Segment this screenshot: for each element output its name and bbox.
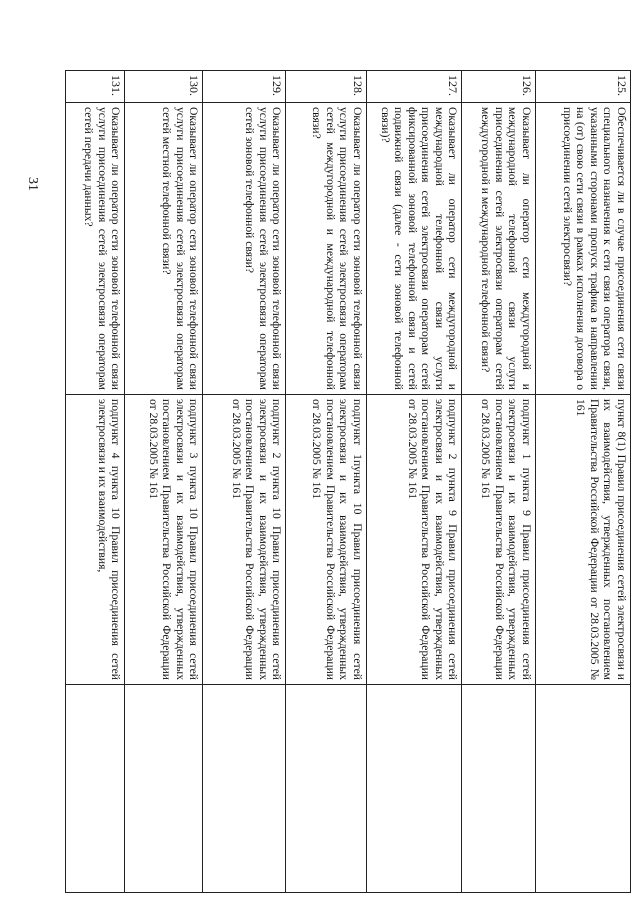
answer-cell [366, 685, 461, 893]
answer-cell [125, 685, 203, 893]
table-row [462, 71, 536, 893]
answer-cell [286, 685, 367, 893]
table-row [286, 71, 367, 893]
rotated-table-container [65, 70, 631, 892]
row-number: 130. [125, 71, 203, 103]
question-cell: Оказывает ли оператор сети междугородной и международной телефонной связи услуги присоединения сетей электросвязи операторам сетей фиксированной зоновой телефонной связи и сетей подвижной связи (далее - сети зоновой телефонной связи)? [366, 103, 461, 395]
legal-basis-cell: подпункт 2 пункта 10 Правил присоединения сетей электросвязи и их взаимодействия, утвержденных постановлением Правительства Российской Федерации от 28.03.2005 № 161 [203, 395, 286, 685]
table-row [203, 71, 286, 893]
legal-basis-cell: подпункт 3 пункта 10 Правил присоединения сетей электросвязи и их взаимодействия, утвержденных постановлением Правительства Российской Федерации от 28.03.2005 № 161 [125, 395, 203, 685]
question-cell: Оказывает ли оператор сети зоновой телефонной связи услуги присоединения сетей электросвязи операторам сетей междугородной и международной телефонной связи? [286, 103, 367, 395]
legal-basis-cell: подпункт 1пункта 10 Правил присоединения сетей электросвязи и их взаимодействия, утвержденных постановлением Правительства Российской Федерации от 28.03.2005 № 161 [286, 395, 367, 685]
question-cell: Оказывает ли оператор сети зоновой телефонной связи услуги присоединения сетей электросвязи операторам сетей передачи данных? [66, 103, 125, 395]
row-number: 126. [462, 71, 536, 103]
answer-cell [462, 685, 536, 893]
question-cell: Оказывает ли оператор сети зоновой телефонной связи услуги присоединения сетей электросвязи операторам сетей местной телефонной связи? [125, 103, 203, 395]
row-number: 127. [366, 71, 461, 103]
checklist-table [65, 70, 631, 893]
answer-cell [203, 685, 286, 893]
table-row [125, 71, 203, 893]
row-number: 128. [286, 71, 367, 103]
legal-basis-cell: подпункт 4 пункта 10 Правил присоединения сетей электросвязи и их взаимодействия, [66, 395, 125, 685]
row-number: 125. [535, 71, 630, 103]
table-row [366, 71, 461, 893]
answer-cell [535, 685, 630, 893]
answer-cell [66, 685, 125, 893]
legal-basis-cell: подпункт 2 пункта 9 Правил присоединения сетей электросвязи и их взаимодействия, утвержденных постановлением Правительства Российской Федерации от 28.03.2005 № 161 [366, 395, 461, 685]
checklist-table-body [66, 71, 631, 893]
question-cell: Оказывает ли оператор сети междугородной и международной телефонной связи услуги присоединения сетей электросвязи операторам сетей междугородной и международной телефонной связи? [462, 103, 536, 395]
legal-basis-cell: пункт 8(1) Правил присоединения сетей электросвязи и их взаимодействия, утвержденных постановлением Правительства Российской Федерации от 28.03.2005 № 161 [535, 395, 630, 685]
legal-basis-cell: подпункт 1 пункта 9 Правил присоединения сетей электросвязи и их взаимодействия, утвержденных постановлением Правительства Российской Федерации от 28.03.2005 № 161 [462, 395, 536, 685]
question-cell: Обеспечивается ли в случае присоединения сети связи специального назначения к сети связи оператора связи, указанными сторонами пропуск трафика в направлении на (от) свою сети связи в рамках исполнения договора о присоединении сетей электросвязи? [535, 103, 630, 395]
table-row [535, 71, 630, 893]
page-number: 31 [25, 177, 40, 191]
row-number: 131. [66, 71, 125, 103]
row-number: 129. [203, 71, 286, 103]
table-row [66, 71, 125, 893]
question-cell: Оказывает ли оператор сети зоновой телефонной связи услуги присоединения сетей электросвязи операторам сетей зоновой телефонной связи? [203, 103, 286, 395]
